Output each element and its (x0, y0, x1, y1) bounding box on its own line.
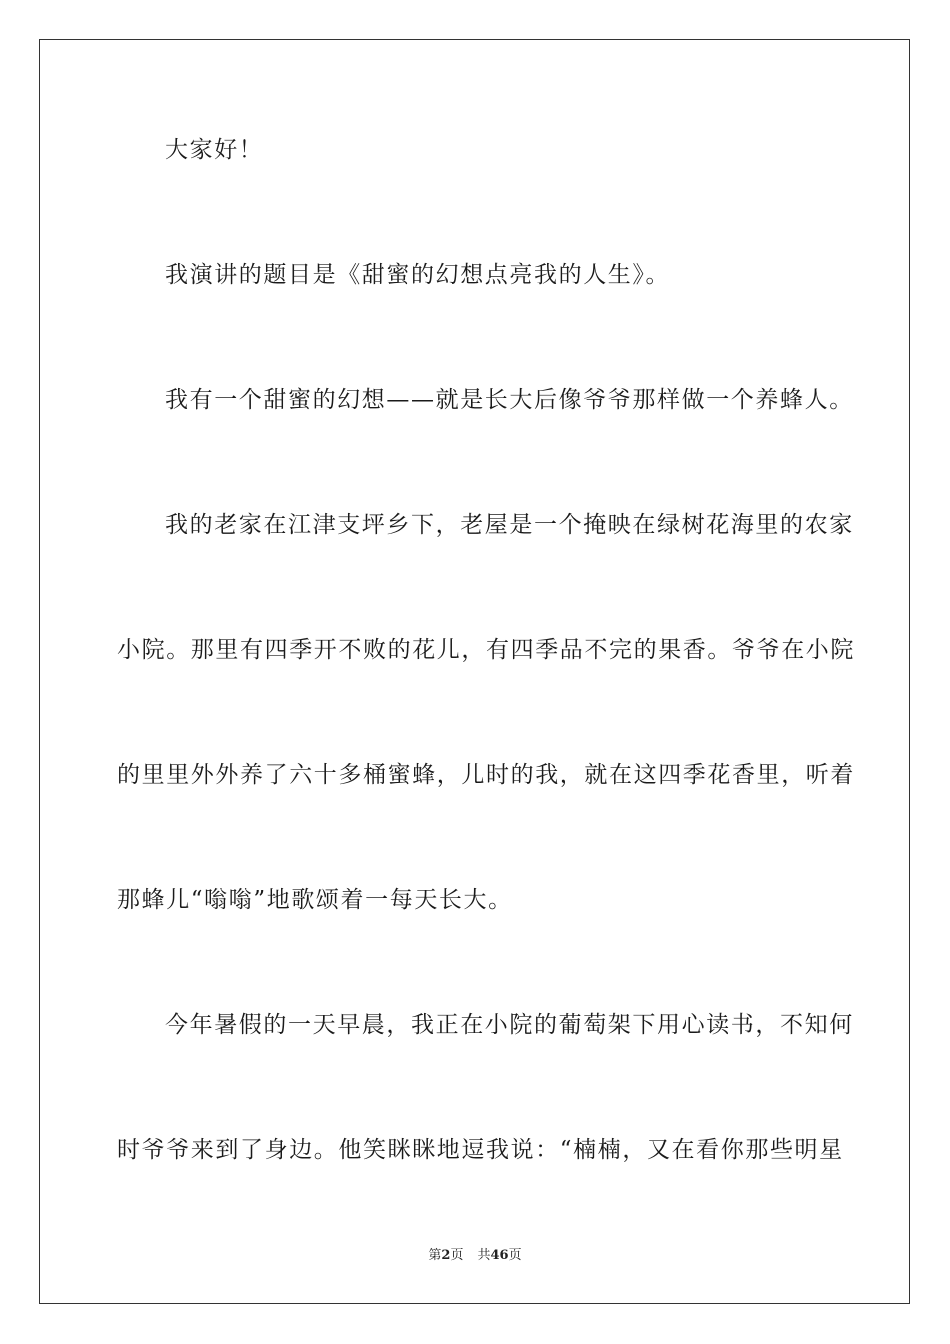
total-label-suffix: 页 (508, 1248, 522, 1263)
page-footer (0, 1247, 950, 1265)
page-border (39, 39, 910, 1304)
paragraph-summer-line-2: 时爷爷来到了身边。他笑眯眯地逗我说：“楠楠，又在看你那些明星 (117, 1137, 844, 1163)
paragraph-dream: 我有一个甜蜜的幻想——就是长大后像爷爷那样做一个养蜂人。 (165, 387, 854, 413)
page-label-suffix: 页 (450, 1248, 464, 1263)
paragraph-hometown-line-1: 我的老家在江津支坪乡下，老屋是一个掩映在绿树花海里的农家 (165, 512, 854, 538)
total-pages: 46 (490, 1248, 509, 1263)
page-number: 2 (441, 1248, 451, 1263)
paragraph-hometown-line-4: 那蜂儿“嗡嗡”地歌颂着一每天长大。 (117, 887, 513, 913)
paragraph-summer-line-1: 今年暑假的一天早晨，我正在小院的葡萄架下用心读书，不知何 (165, 1012, 854, 1038)
paragraph-greeting: 大家好！ (165, 137, 264, 163)
paragraph-hometown-line-3: 的里里外外养了六十多桶蜜蜂，儿时的我，就在这四季花香里，听着 (117, 762, 855, 788)
page-label-prefix: 第 (428, 1248, 442, 1263)
total-label-prefix: 共 (477, 1248, 491, 1263)
paragraph-topic: 我演讲的题目是《甜蜜的幻想点亮我的人生》。 (165, 262, 671, 288)
paragraph-hometown-line-2: 小院。那里有四季开不败的花儿，有四季品不完的果香。爷爷在小院 (117, 637, 855, 663)
